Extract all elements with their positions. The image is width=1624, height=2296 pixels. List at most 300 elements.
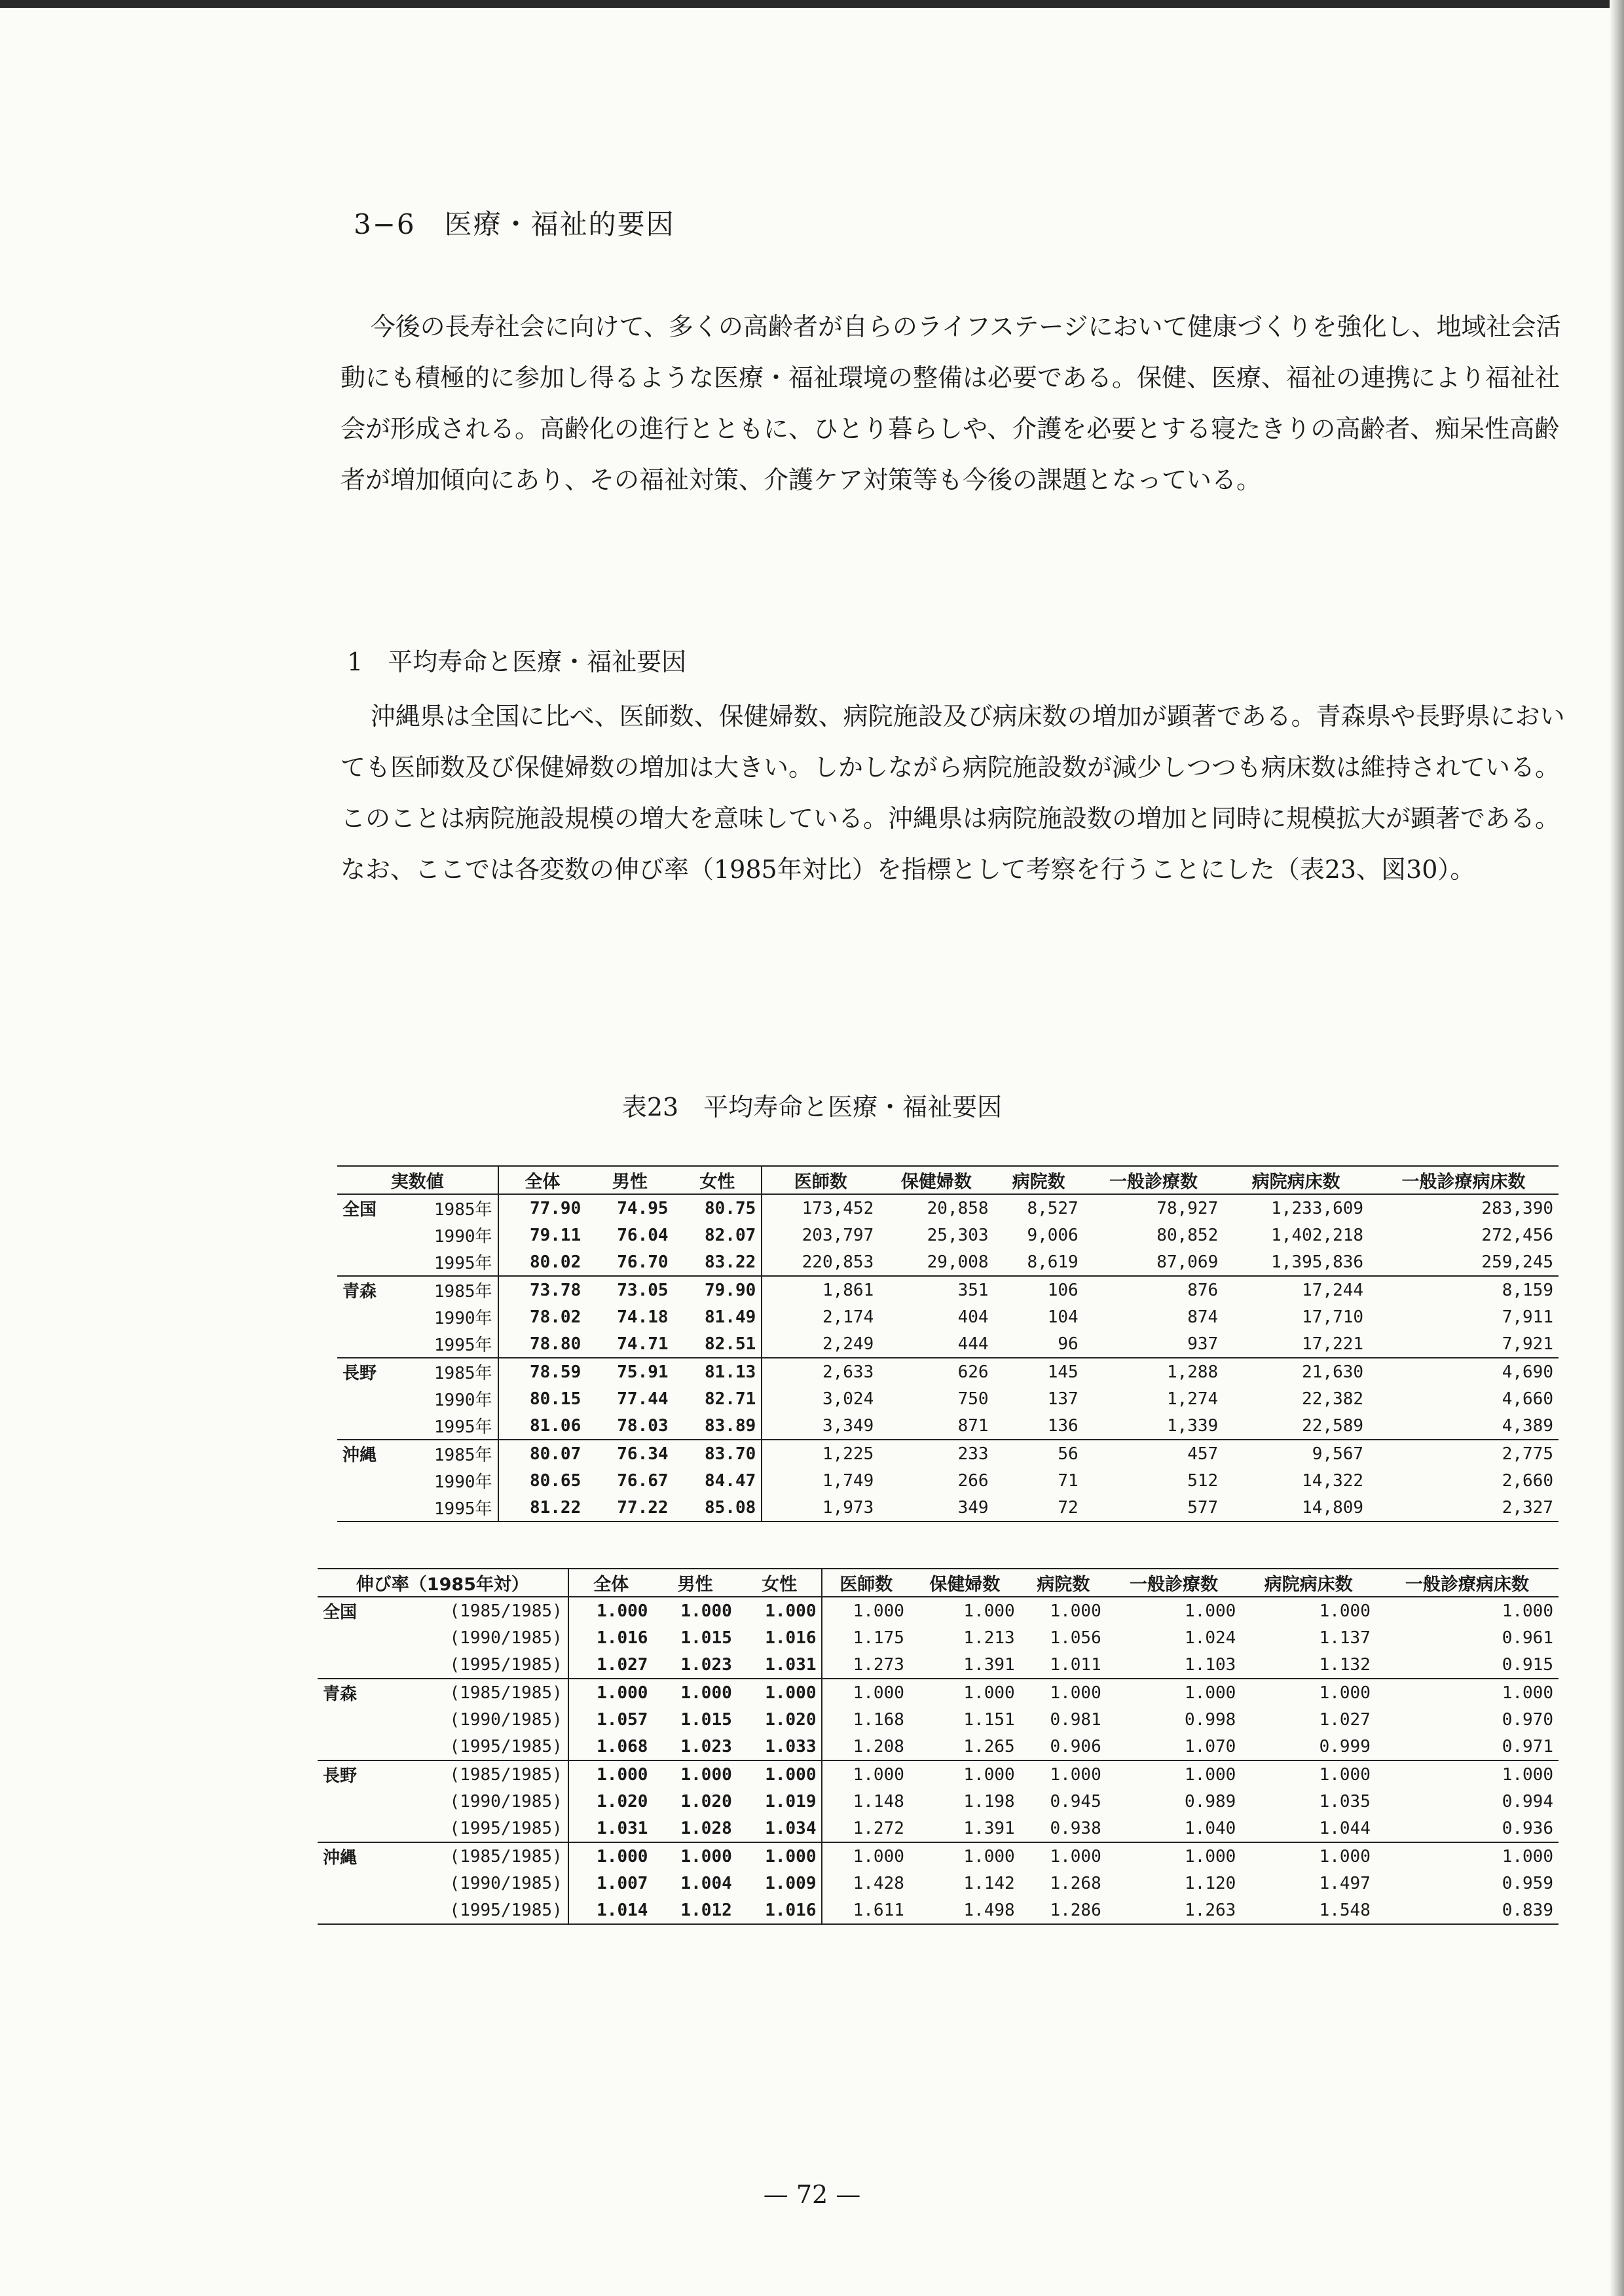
period-label: 1985年 <box>434 1282 492 1302</box>
table-cell: 79.90 <box>704 1280 756 1300</box>
column-header: 病院数 <box>1012 1172 1065 1192</box>
table-cell: 1.000 <box>568 1842 654 1870</box>
table-cell: 750 <box>957 1389 989 1409</box>
table-cell: 1.000 <box>568 1760 654 1788</box>
table-cell: 1,225 <box>762 1440 879 1467</box>
table-cell: 1.000 <box>1050 1601 1101 1621</box>
table-corner-label: 伸び率（1985年対） <box>356 1575 529 1595</box>
table-cell: 1.120 <box>1185 1873 1236 1893</box>
table-cell: 259,245 <box>1481 1252 1553 1272</box>
table-cell: 1.000 <box>822 1679 909 1706</box>
table-cell: 1.000 <box>765 1846 817 1867</box>
table-cell: 1.391 <box>963 1818 1015 1838</box>
table-cell: 404 <box>957 1307 989 1327</box>
region-label: 沖縄 <box>323 1848 358 1868</box>
table-cell: 351 <box>957 1280 989 1300</box>
period-label: 1995年 <box>434 1336 492 1355</box>
table-cell: 0.994 <box>1502 1791 1553 1812</box>
table-cell: 1.000 <box>680 1601 732 1621</box>
table-cell: 266 <box>957 1470 989 1491</box>
table-cell: 1.015 <box>680 1628 732 1648</box>
table-cell: 71 <box>1058 1470 1079 1491</box>
period-label: (1990/1985) <box>449 1709 563 1730</box>
period-label: 1985年 <box>434 1364 492 1383</box>
table-cell: 8,159 <box>1502 1280 1553 1300</box>
subsection-title: 1 平均寿命と医療・福祉要因 <box>347 647 687 676</box>
region-group <box>337 1194 1559 1276</box>
region-group <box>318 1760 1559 1842</box>
table-cell: 1.000 <box>765 1601 817 1621</box>
table-cell: 79.11 <box>498 1222 587 1248</box>
section-title: 3−6 医療・福祉的要因 <box>354 208 675 240</box>
table-cell: 1.000 <box>680 1846 732 1867</box>
region-label <box>318 1624 384 1651</box>
table-cell: 0.970 <box>1502 1709 1553 1730</box>
table-cell: 1.000 <box>680 1683 732 1703</box>
table-cell: 80.65 <box>498 1467 587 1494</box>
table-row <box>337 1222 1559 1248</box>
table-cell: 1.014 <box>568 1897 654 1924</box>
table-cell: 1.213 <box>963 1628 1015 1648</box>
table-cell: 72 <box>1058 1497 1079 1518</box>
region-label: 長野 <box>342 1364 377 1383</box>
table-cell: 1,861 <box>762 1276 879 1303</box>
table-cell: 173,452 <box>762 1194 879 1222</box>
region-group <box>318 1842 1559 1924</box>
table-cell: 1.286 <box>1050 1900 1101 1920</box>
period-label: (1995/1985) <box>449 1736 563 1757</box>
table-cell: 1,395,836 <box>1271 1252 1364 1272</box>
subsection-text: 沖縄県は全国に比べ、医師数、保健婦数、病院施設及び病床数の増加が顕著である。青森県や長野県においても医師数及び保健婦数の増加は大きい。しかしながら病院施設数が減少しつつも病床数は維持されている。このことは病院施設規模の増大を意味している。沖縄県は病院施設数の増加と同時に規模拡大が顕著である。なお、ここでは各変数の伸び率（1985年対比）を指標として考察を行うことにした（表23、図30）。 <box>341 702 1565 884</box>
table-cell: 3,349 <box>762 1412 879 1440</box>
table-cell: 1.009 <box>765 1873 817 1893</box>
table-cell: 1.000 <box>1185 1683 1236 1703</box>
table-cell: 1.208 <box>822 1733 909 1760</box>
region-group <box>337 1358 1559 1440</box>
table-cell: 78.02 <box>498 1303 587 1330</box>
table-cell: 3,024 <box>762 1385 879 1412</box>
table-cell: 937 <box>1187 1334 1219 1354</box>
table-row <box>337 1385 1559 1412</box>
region-label <box>337 1330 400 1358</box>
table-cell: 8,527 <box>1027 1198 1079 1218</box>
table-cell: 1.000 <box>1319 1601 1371 1621</box>
table-row <box>318 1897 1559 1924</box>
region-group <box>337 1276 1559 1358</box>
column-header: 全体 <box>498 1166 587 1194</box>
table-cell: 1.023 <box>680 1654 732 1675</box>
table-cell: 76.04 <box>617 1225 669 1245</box>
table-cell: 20,858 <box>927 1198 989 1218</box>
table-cell: 1.012 <box>680 1900 732 1920</box>
table-cell: 1.198 <box>963 1791 1015 1812</box>
table-cell: 2,249 <box>762 1330 879 1358</box>
region-label: 沖縄 <box>342 1446 377 1465</box>
region-label <box>337 1467 400 1494</box>
table-cell: 1.498 <box>963 1900 1015 1920</box>
table-row <box>337 1494 1559 1522</box>
region-label <box>318 1651 384 1679</box>
table-row <box>337 1330 1559 1358</box>
region-label <box>318 1870 384 1897</box>
period-label: 1990年 <box>434 1227 492 1247</box>
table-cell: 1.033 <box>765 1736 817 1757</box>
table-cell: 1.019 <box>765 1791 817 1812</box>
table-cell: 4,690 <box>1502 1362 1553 1382</box>
table-cell: 1.016 <box>765 1900 817 1920</box>
table-cell: 87,069 <box>1156 1252 1219 1272</box>
table-corner-label: 実数値 <box>390 1172 444 1192</box>
table-cell: 1,233,609 <box>1271 1198 1364 1218</box>
table-row <box>337 1440 1559 1467</box>
table-cell: 1.000 <box>1502 1601 1553 1621</box>
table-cell: 0.971 <box>1502 1736 1553 1757</box>
table-cell: 17,710 <box>1302 1307 1364 1327</box>
table-row <box>318 1597 1559 1624</box>
table-cell: 104 <box>1047 1307 1079 1327</box>
table-cell: 136 <box>1047 1415 1079 1436</box>
table-cell: 2,775 <box>1502 1444 1553 1464</box>
region-label: 全国 <box>323 1603 358 1622</box>
table-cell: 1.000 <box>1050 1846 1101 1867</box>
table-cell: 1.103 <box>1185 1654 1236 1675</box>
table-cell: 8,619 <box>1027 1252 1079 1272</box>
region-group <box>337 1440 1559 1522</box>
period-label: 1985年 <box>434 1200 492 1220</box>
table-cell: 17,221 <box>1302 1334 1364 1354</box>
region-label <box>337 1222 400 1248</box>
table-cell: 1.000 <box>963 1683 1015 1703</box>
table-cell: 76.70 <box>617 1252 669 1272</box>
table-cell: 1.000 <box>1050 1764 1101 1785</box>
table-cell: 1.031 <box>765 1654 817 1675</box>
column-header: 男性 <box>677 1575 713 1595</box>
table-cell: 577 <box>1187 1497 1219 1518</box>
table-cell: 203,797 <box>762 1222 879 1248</box>
table-row <box>318 1733 1559 1760</box>
region-label <box>318 1733 384 1760</box>
table-cell: 1.034 <box>765 1818 817 1838</box>
table-cell: 1.142 <box>963 1873 1015 1893</box>
table-row <box>337 1194 1559 1222</box>
table-row <box>337 1412 1559 1440</box>
table-cell: 76.34 <box>617 1444 669 1464</box>
region-label: 長野 <box>323 1766 358 1786</box>
table-cell: 81.06 <box>498 1412 587 1440</box>
table-cell: 2,174 <box>762 1303 879 1330</box>
table-cell: 1.000 <box>822 1760 909 1788</box>
table-header-row <box>318 1569 1559 1597</box>
table-row <box>318 1760 1559 1788</box>
table-cell: 21,630 <box>1302 1362 1364 1382</box>
table-cell: 1.000 <box>568 1597 654 1624</box>
period-label: 1995年 <box>434 1499 492 1519</box>
subsection-paragraph <box>341 691 1578 895</box>
column-header: 医師数 <box>822 1569 909 1597</box>
table-cell: 1.024 <box>1185 1628 1236 1648</box>
table-cell: 1.265 <box>963 1736 1015 1757</box>
table-cell: 83.22 <box>704 1252 756 1272</box>
table-cell: 73.78 <box>498 1276 587 1303</box>
region-label <box>318 1815 384 1842</box>
table-cell: 0.906 <box>1050 1736 1101 1757</box>
table-cell: 1.056 <box>1050 1628 1101 1648</box>
table-cell: 626 <box>957 1362 989 1382</box>
table-cell: 81.13 <box>704 1362 756 1382</box>
table-cell: 1.000 <box>1185 1601 1236 1621</box>
table-row <box>318 1870 1559 1897</box>
table-cell: 74.71 <box>617 1334 669 1354</box>
table-cell: 80.75 <box>704 1198 756 1218</box>
table-cell: 233 <box>957 1444 989 1464</box>
table-cell: 1.151 <box>963 1709 1015 1730</box>
column-header: 一般診療数 <box>1130 1575 1219 1595</box>
table-row <box>318 1788 1559 1815</box>
period-label: 1995年 <box>434 1417 492 1437</box>
table-cell: 56 <box>1058 1444 1079 1464</box>
region-label <box>337 1412 400 1440</box>
table-cell: 82.71 <box>704 1389 756 1409</box>
table-cell: 137 <box>1047 1389 1079 1409</box>
table-cell: 1.148 <box>822 1788 909 1815</box>
table-cell: 76.67 <box>617 1470 669 1491</box>
table-cell: 78.03 <box>617 1415 669 1436</box>
table-cell: 272,456 <box>1481 1225 1553 1245</box>
table-cell: 1.548 <box>1319 1900 1371 1920</box>
table-cell: 1.000 <box>1050 1683 1101 1703</box>
table-cell: 1,339 <box>1166 1415 1219 1436</box>
table-cell: 1.000 <box>1319 1683 1371 1703</box>
table-cell: 82.07 <box>704 1225 756 1245</box>
table-cell: 0.839 <box>1502 1900 1553 1920</box>
table-cell: 220,853 <box>762 1248 879 1276</box>
table-cell: 74.18 <box>617 1307 669 1327</box>
page-number: — 72 — <box>763 2180 861 2209</box>
region-label: 青森 <box>342 1282 377 1302</box>
table-cell: 80.15 <box>498 1385 587 1412</box>
table-cell: 0.936 <box>1502 1818 1553 1838</box>
table-cell: 1.000 <box>765 1764 817 1785</box>
table-cell: 1.391 <box>963 1654 1015 1675</box>
table-cell: 1.020 <box>765 1709 817 1730</box>
column-header: 病院病床数 <box>1251 1172 1340 1192</box>
table-cell: 25,303 <box>927 1225 989 1245</box>
column-header: 一般診療数 <box>1109 1172 1198 1192</box>
table-row <box>318 1815 1559 1842</box>
table-cell: 0.999 <box>1319 1736 1371 1757</box>
table-cell: 1.000 <box>1185 1764 1236 1785</box>
table-cell: 83.89 <box>704 1415 756 1436</box>
table-cell: 80,852 <box>1156 1225 1219 1245</box>
table-cell: 1.057 <box>568 1706 654 1733</box>
region-group <box>318 1679 1559 1760</box>
table-cell: 96 <box>1058 1334 1079 1354</box>
table-cell: 74.95 <box>617 1198 669 1218</box>
column-header: 保健婦数 <box>900 1172 972 1192</box>
table-cell: 0.981 <box>1050 1709 1101 1730</box>
table-cell: 1.031 <box>568 1815 654 1842</box>
table-cell: 1,274 <box>1166 1389 1219 1409</box>
table-row <box>337 1467 1559 1494</box>
table-cell: 0.938 <box>1050 1818 1101 1838</box>
table-cell: 1.000 <box>1502 1846 1553 1867</box>
column-header: 女性 <box>762 1575 798 1595</box>
period-label: (1990/1985) <box>449 1873 563 1893</box>
table-cell: 80.02 <box>498 1248 587 1276</box>
table-cell: 1.016 <box>568 1624 654 1651</box>
region-label: 全国 <box>342 1200 377 1220</box>
table-row <box>337 1276 1559 1303</box>
table-cell: 84.47 <box>704 1470 756 1491</box>
table-cell: 77.22 <box>617 1497 669 1518</box>
table-cell: 17,244 <box>1302 1280 1364 1300</box>
table-cell: 1.015 <box>680 1709 732 1730</box>
region-label <box>318 1897 384 1924</box>
region-label <box>337 1385 400 1412</box>
table-row <box>337 1248 1559 1276</box>
table-cell: 1.027 <box>1319 1709 1371 1730</box>
table-cell: 1.428 <box>822 1870 909 1897</box>
table-cell: 22,589 <box>1302 1415 1364 1436</box>
table-cell: 1.175 <box>822 1624 909 1651</box>
table-cell: 1,973 <box>762 1494 879 1522</box>
region-label: 青森 <box>323 1685 358 1704</box>
table-cell: 83.70 <box>704 1444 756 1464</box>
period-label: (1985/1985) <box>449 1601 563 1621</box>
column-header: 医師数 <box>762 1166 879 1194</box>
table-cell: 1.020 <box>680 1791 732 1812</box>
column-header: 女性 <box>699 1172 735 1192</box>
table-cell: 1.007 <box>568 1870 654 1897</box>
table-cell: 81.49 <box>704 1307 756 1327</box>
table-cell: 0.998 <box>1185 1709 1236 1730</box>
table-cell: 1.004 <box>680 1873 732 1893</box>
table-cell: 14,809 <box>1302 1497 1364 1518</box>
period-label: (1985/1985) <box>449 1683 563 1703</box>
table-cell: 1.000 <box>963 1846 1015 1867</box>
column-header: 保健婦数 <box>929 1575 1001 1595</box>
table-row <box>318 1706 1559 1733</box>
table-cell: 106 <box>1047 1280 1079 1300</box>
table-cell: 871 <box>957 1415 989 1436</box>
table-cell: 4,660 <box>1502 1389 1553 1409</box>
table-cell: 1,402,218 <box>1271 1225 1364 1245</box>
scan-edge-right <box>1610 0 1624 2296</box>
column-header: 全体 <box>568 1569 654 1597</box>
period-label: 1990年 <box>434 1309 492 1328</box>
table-cell: 1.273 <box>822 1651 909 1679</box>
table-cell: 283,390 <box>1481 1198 1553 1218</box>
table-cell: 85.08 <box>704 1497 756 1518</box>
column-header: 病院数 <box>1037 1575 1090 1595</box>
period-label: 1990年 <box>434 1472 492 1492</box>
table-cell: 78.80 <box>498 1330 587 1358</box>
column-header: 一般診療病床数 <box>1401 1172 1526 1192</box>
table-cell: 1.000 <box>1502 1683 1553 1703</box>
column-header: 病院病床数 <box>1264 1575 1353 1595</box>
table-row <box>337 1358 1559 1385</box>
intro-paragraph <box>341 301 1578 505</box>
table-cell: 1.070 <box>1185 1736 1236 1757</box>
period-label: (1990/1985) <box>449 1791 563 1812</box>
table-cell: 457 <box>1187 1444 1219 1464</box>
table-cell: 512 <box>1187 1470 1219 1491</box>
column-header: 一般診療病床数 <box>1405 1575 1529 1595</box>
table-cell: 1.028 <box>680 1818 732 1838</box>
table-cell: 78,927 <box>1156 1198 1219 1218</box>
table-cell: 1,749 <box>762 1467 879 1494</box>
period-label: (1990/1985) <box>449 1628 563 1648</box>
region-label <box>337 1494 400 1522</box>
period-label: 1995年 <box>434 1254 492 1273</box>
table-row <box>337 1303 1559 1330</box>
table-cell: 1.263 <box>1185 1900 1236 1920</box>
table-cell: 0.961 <box>1502 1628 1553 1648</box>
table-cell: 7,921 <box>1502 1334 1553 1354</box>
table-cell: 7,911 <box>1502 1307 1553 1327</box>
table-cell: 1.000 <box>963 1601 1015 1621</box>
table-cell: 77.90 <box>498 1194 587 1222</box>
table-cell: 874 <box>1187 1307 1219 1327</box>
table-cell: 1.000 <box>1502 1764 1553 1785</box>
table-cell: 444 <box>957 1334 989 1354</box>
table-cell: 73.05 <box>617 1280 669 1300</box>
table-cell: 0.915 <box>1502 1654 1553 1675</box>
table-cell: 2,633 <box>762 1358 879 1385</box>
period-label: (1995/1985) <box>449 1818 563 1838</box>
table-caption: 表23 平均寿命と医療・福祉要因 <box>621 1093 1003 1121</box>
period-label: (1985/1985) <box>449 1846 563 1867</box>
table-cell: 1.611 <box>822 1897 909 1924</box>
table-row <box>318 1842 1559 1870</box>
table-cell: 1.011 <box>1050 1654 1101 1675</box>
period-label: (1995/1985) <box>449 1654 563 1675</box>
table-cell: 4,389 <box>1502 1415 1553 1436</box>
table-cell: 14,322 <box>1302 1470 1364 1491</box>
table-cell: 81.22 <box>498 1494 587 1522</box>
table-cell: 1.000 <box>765 1683 817 1703</box>
scan-edge-top <box>0 0 1624 8</box>
table-cell: 1.068 <box>568 1733 654 1760</box>
table-cell: 1.497 <box>1319 1873 1371 1893</box>
table-cell: 1.000 <box>568 1679 654 1706</box>
table-cell: 1.268 <box>1050 1873 1101 1893</box>
table-cell: 1.000 <box>1319 1764 1371 1785</box>
table-cell: 1.272 <box>822 1815 909 1842</box>
table-cell: 1.020 <box>568 1788 654 1815</box>
table-cell: 349 <box>957 1497 989 1518</box>
period-label: 1985年 <box>434 1446 492 1465</box>
table-cell: 80.07 <box>498 1440 587 1467</box>
column-header: 男性 <box>612 1172 648 1192</box>
table-cell: 1.044 <box>1319 1818 1371 1838</box>
table-cell: 1.023 <box>680 1736 732 1757</box>
table-cell: 75.91 <box>617 1362 669 1382</box>
table-cell: 1.016 <box>765 1628 817 1648</box>
table-cell: 1.137 <box>1319 1628 1371 1648</box>
table-cell: 876 <box>1187 1280 1219 1300</box>
region-label <box>318 1706 384 1733</box>
table-cell: 1.000 <box>822 1597 909 1624</box>
table-cell: 1.035 <box>1319 1791 1371 1812</box>
table-cell: 145 <box>1047 1362 1079 1382</box>
actual-values-table <box>337 1165 1559 1522</box>
table-cell: 0.959 <box>1502 1873 1553 1893</box>
table-row <box>318 1624 1559 1651</box>
table-cell: 1,288 <box>1166 1362 1219 1382</box>
region-label <box>318 1788 384 1815</box>
table-cell: 9,567 <box>1312 1444 1364 1464</box>
